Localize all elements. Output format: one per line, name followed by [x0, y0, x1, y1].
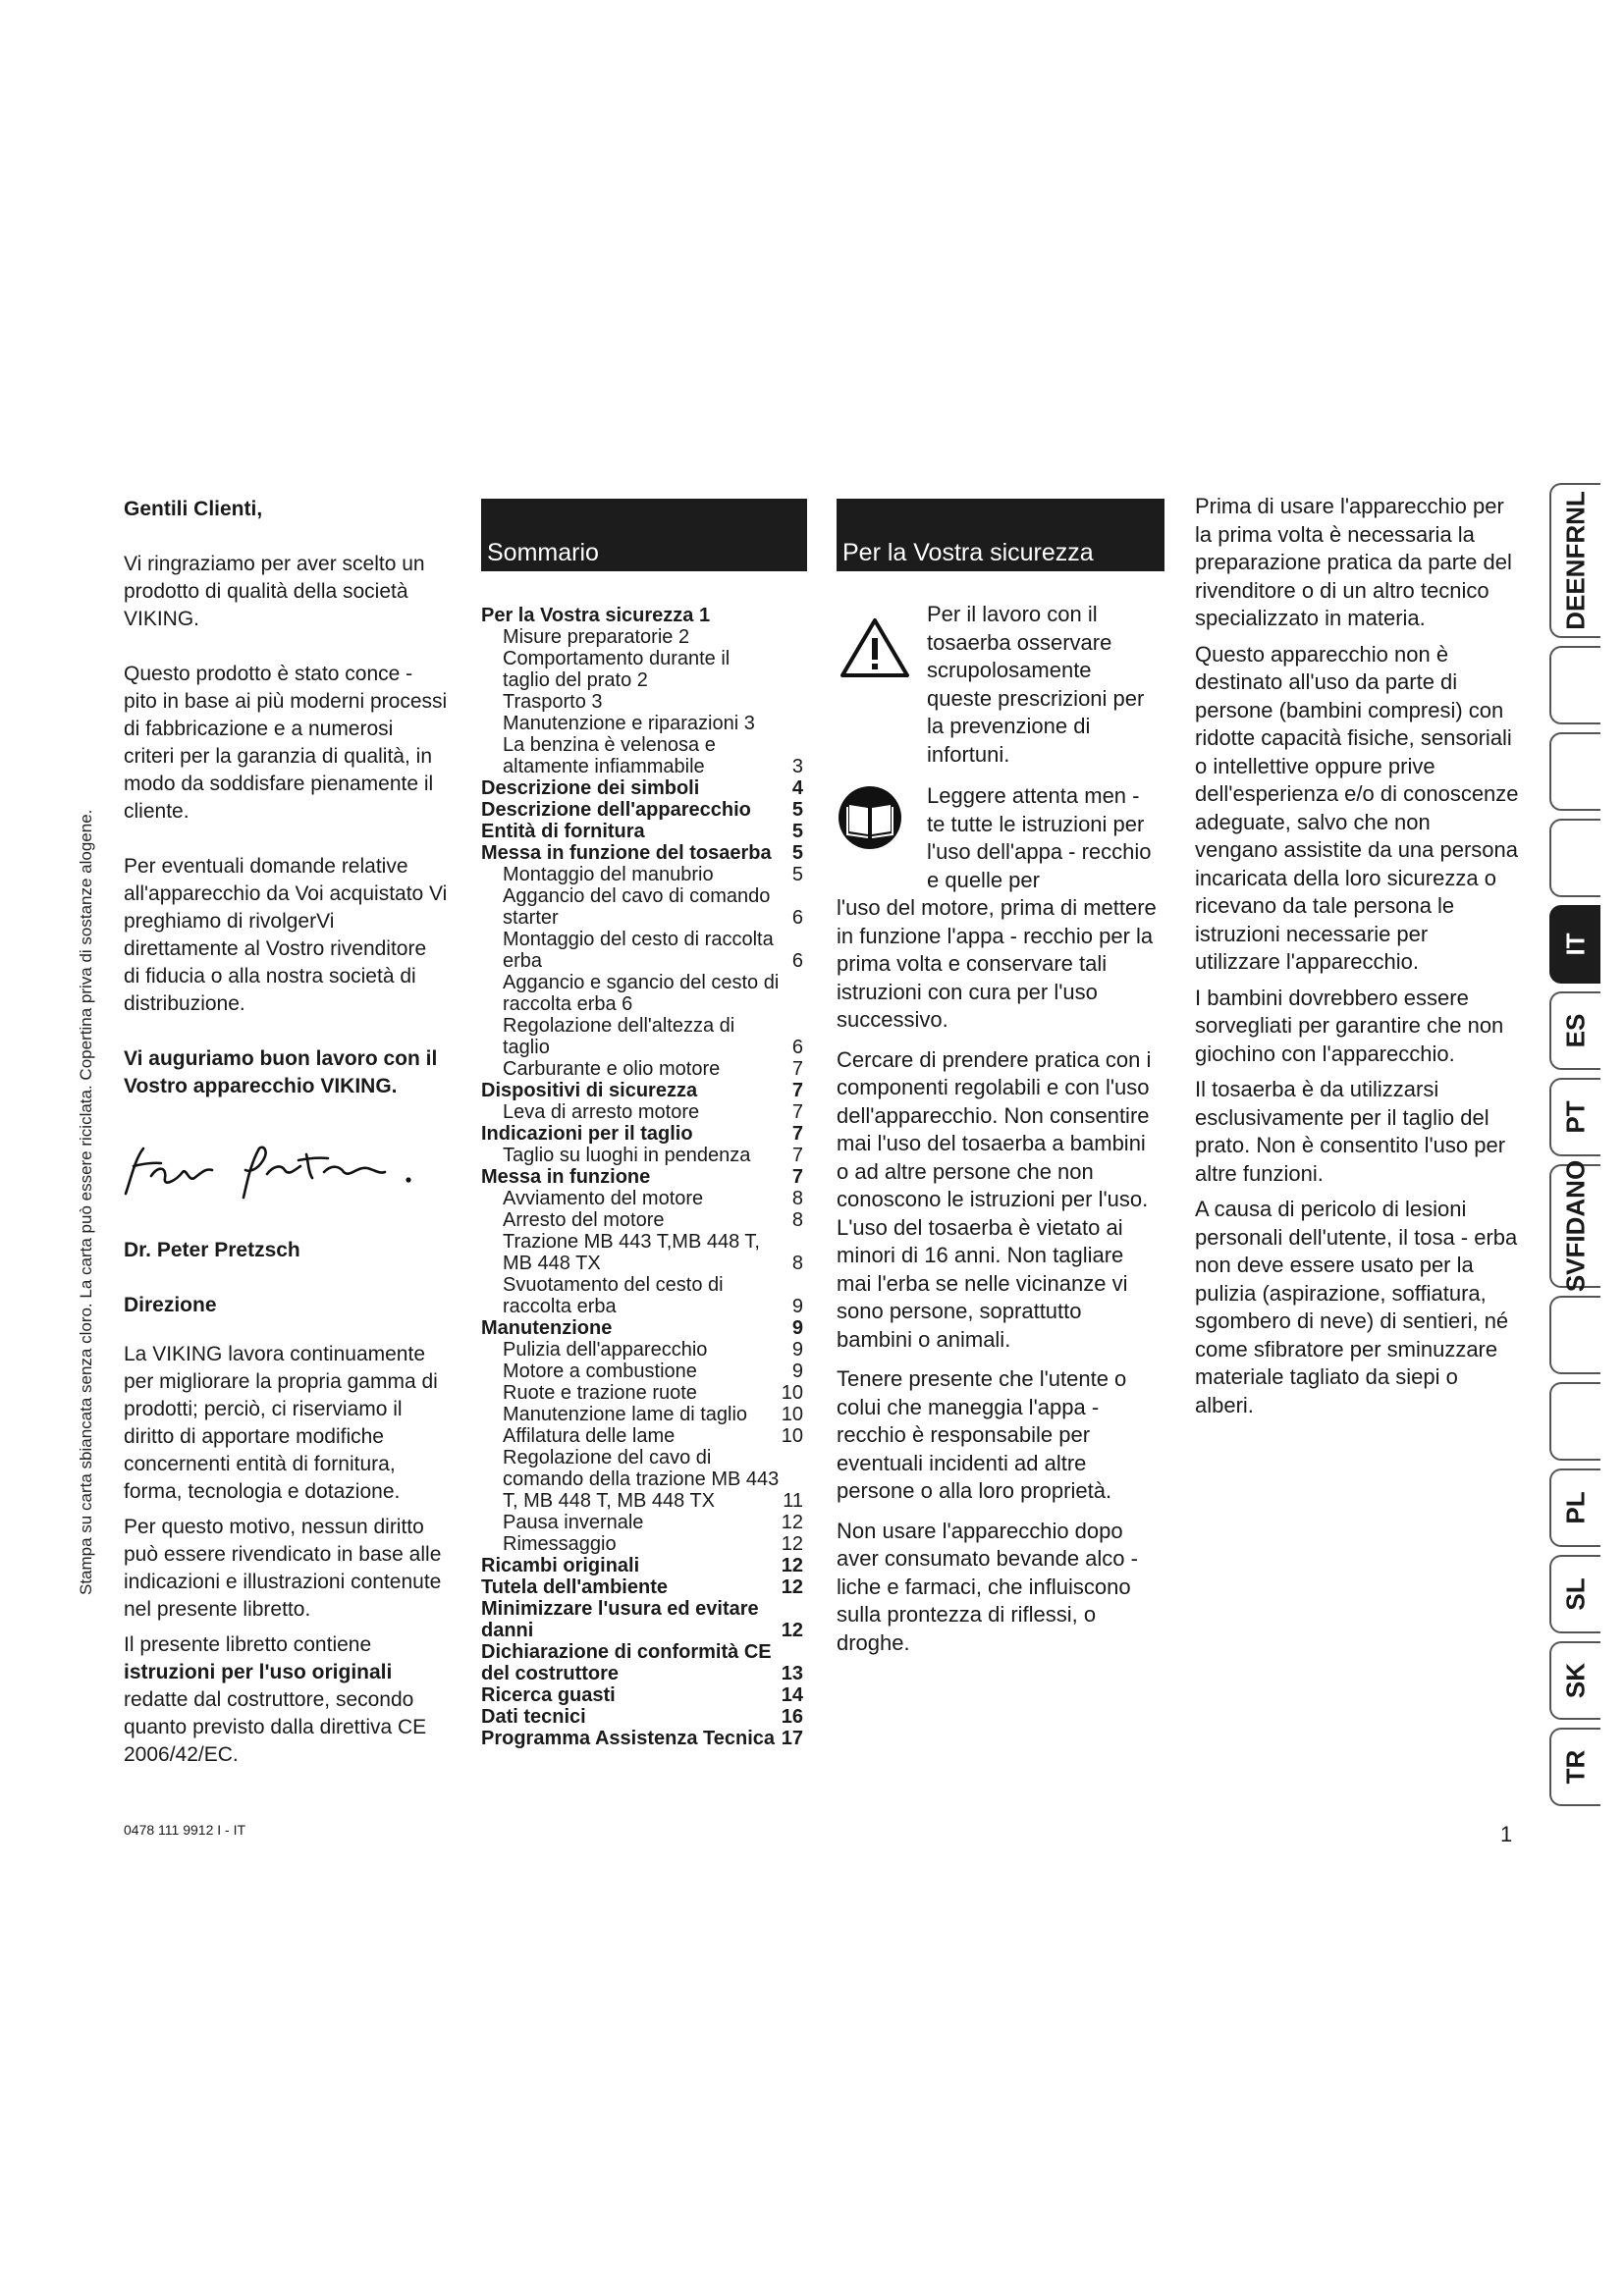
toc-entry[interactable] — [481, 1684, 803, 1706]
toc-entry-label: Indicazioni per il taglio — [481, 1123, 693, 1145]
toc-entry-page: 12 — [781, 1620, 803, 1641]
toc-entry-label: Ruote e trazione ruote — [503, 1382, 697, 1404]
toc-entry[interactable] — [481, 1728, 803, 1749]
toc-entry-label: Ricambi originali — [481, 1555, 640, 1576]
toc-entry-label: Messa in funzione del tosaerba — [481, 842, 772, 864]
toc-entry-page: 6 — [791, 1037, 803, 1058]
toc-entry-label: Misure preparatorie 2 — [503, 626, 690, 648]
toc-entry[interactable] — [481, 1123, 803, 1145]
toc-entry-page: 5 — [791, 821, 803, 842]
language-tab[interactable] — [1549, 1296, 1600, 1374]
toc-entry[interactable] — [481, 691, 803, 713]
toc-entry[interactable] — [481, 1317, 803, 1339]
toc-entry-label: Aggancio e sgancio del cesto di raccolta erba 6 — [503, 972, 780, 1015]
thanks-paragraph: Vi ringraziamo per aver scelto un prodotto di qualità della società VIKING. — [124, 553, 425, 630]
notice-claims: Per questo motivo, nessun diritto può essere rivendicato in base alle indicazioni e illustrazioni contenute nel presente libretto. — [124, 1516, 442, 1621]
toc-entry-label: Pulizia dell'apparecchio — [503, 1339, 708, 1361]
toc-entry-label: Dispositivi di sicurezza — [481, 1080, 698, 1101]
language-tab-label: DEENFRNL — [1560, 491, 1591, 630]
toc-entry[interactable] — [481, 1533, 803, 1555]
language-tab-label: TR — [1560, 1749, 1591, 1785]
language-tab-label: SVFIDANO — [1560, 1159, 1591, 1293]
toc-entry-label: Manutenzione — [481, 1317, 613, 1339]
toc-entry-page: 12 — [781, 1512, 803, 1533]
toc-entry[interactable] — [481, 842, 803, 864]
toc-entry-page: 16 — [781, 1706, 803, 1728]
toc-entry-label: Carburante e olio motore — [503, 1058, 721, 1080]
safety-heading: Per la Vostra sicurezza — [842, 539, 1094, 566]
toc-entry-label: Regolazione del cavo di comando della trazione MB 443 T, MB 448 T, MB 448 TX — [503, 1447, 780, 1512]
toc-entry[interactable] — [481, 1015, 803, 1058]
toc-entry[interactable] — [481, 713, 803, 734]
safety-column — [837, 601, 1161, 1657]
toc-entry[interactable] — [481, 1101, 803, 1123]
toc-entry-page: 7 — [791, 1101, 803, 1123]
toc-entry[interactable] — [481, 605, 803, 626]
language-tab[interactable] — [1549, 1728, 1600, 1806]
language-tab[interactable] — [1549, 1159, 1600, 1293]
language-tab-label: ES — [1560, 1013, 1591, 1048]
toc-entry-page: 3 — [791, 756, 803, 777]
toc-entry-label: Descrizione dell'apparecchio — [481, 799, 751, 821]
toc-entry-label: Entità di fornitura — [481, 821, 645, 842]
intro-column — [124, 496, 448, 1100]
toc-entry-page: 10 — [781, 1425, 803, 1447]
alcohol-paragraph: Non usare l'apparecchio dopo aver consumato bevande alco - liche e farmaci, che influiscono sulla prontezza di riflessi, o droghe. — [837, 1518, 1138, 1655]
toc-entry-page: 7 — [791, 1058, 803, 1080]
toc-entry[interactable] — [481, 1274, 803, 1317]
toc-entry[interactable] — [481, 1209, 803, 1231]
toc-entry[interactable] — [481, 864, 803, 885]
safety-warning-text: Per il lavoro con il tosaerba osservare scrupolosamente queste prescrizioni per la prevenzione di infortuni. — [927, 602, 1145, 767]
prohibited-use-paragraph: A causa di pericolo di lesioni personali dell'utente, il tosa - erba non deve essere usato per la pulizia (aspirazione, soffiatura, sgombero di neve) di sentieri, né come sfibratore per sminuzzare materiale tagliato da siepi o alberi. — [1195, 1197, 1518, 1417]
language-tab[interactable] — [1549, 905, 1600, 984]
toc-entry-label: Leva di arresto motore — [503, 1101, 700, 1123]
toc-entry-label: La benzina è velenosa e altamente infiammabile — [503, 734, 716, 777]
toc-entry-page: 9 — [791, 1361, 803, 1382]
language-tab[interactable] — [1549, 732, 1600, 811]
language-tab[interactable] — [1549, 1555, 1600, 1633]
toc-entry-label: Aggancio del cavo di comando starter — [503, 885, 771, 929]
toc-entry[interactable] — [481, 821, 803, 842]
toc-entry-label: Regolazione dell'altezza di taglio — [503, 1015, 735, 1058]
language-tab[interactable] — [1549, 1078, 1600, 1156]
toc-entry[interactable] — [481, 799, 803, 821]
toc-entry[interactable] — [481, 1361, 803, 1382]
greeting: Gentili Clienti, — [124, 498, 263, 520]
toc-entry-page: 7 — [791, 1166, 803, 1188]
toc-entry-page: 4 — [791, 777, 803, 799]
toc-entry-label: Trasporto 3 — [503, 691, 603, 713]
toc-entry[interactable] — [481, 1145, 803, 1166]
toc-entry-page: 8 — [791, 1253, 803, 1274]
toc-entry[interactable] — [481, 1188, 803, 1209]
signer-name: Dr. Peter Pretzsch — [124, 1239, 300, 1261]
safety-heading-band — [837, 499, 1164, 571]
language-tab[interactable] — [1549, 991, 1600, 1070]
toc-entry[interactable] — [481, 1641, 803, 1684]
toc-entry[interactable] — [481, 972, 803, 1015]
language-tab-label: SK — [1560, 1662, 1591, 1699]
toc-entry-page: 12 — [781, 1533, 803, 1555]
toc-entry-page: 5 — [791, 864, 803, 885]
toc-entry-page: 7 — [791, 1145, 803, 1166]
toc-entry-label: Messa in funzione — [481, 1166, 651, 1188]
toc-entry-label: Comportamento durante il taglio del prato 2 — [503, 648, 731, 691]
language-tab[interactable] — [1549, 1382, 1600, 1461]
toc-entry[interactable] — [481, 1706, 803, 1728]
toc-entry[interactable] — [481, 626, 803, 648]
language-tab-label: SL — [1560, 1577, 1591, 1611]
signature — [122, 1137, 446, 1207]
toc-entry-page: 12 — [781, 1576, 803, 1598]
toc-entry[interactable] — [481, 1339, 803, 1361]
toc-entry[interactable] — [481, 1382, 803, 1404]
toc-entry-label: Affilatura delle lame — [503, 1425, 676, 1447]
toc-entry-label: Taglio su luoghi in pendenza — [503, 1145, 751, 1166]
toc-entry-page: 7 — [791, 1080, 803, 1101]
toc-entry[interactable] — [481, 929, 803, 972]
signature-block — [124, 1237, 448, 1769]
toc-entry-page: 9 — [791, 1339, 803, 1361]
toc-entry[interactable] — [481, 1447, 803, 1512]
toc-entry-label: Montaggio del manubrio — [503, 864, 714, 885]
toc-entry[interactable] — [481, 1058, 803, 1080]
questions-paragraph: Per eventuali domande relative all'apparecchio da Voi acquistato Vi preghiamo di rivolgerVi direttamente al Vostro rivenditore di fiducia o alla nostra società di distribuzione. — [124, 855, 448, 1015]
toc-entry[interactable] — [481, 1231, 803, 1274]
toc-entry-page: 5 — [791, 842, 803, 864]
right-column — [1195, 493, 1519, 1419]
product-paragraph: Questo prodotto è stato conce - pito in base ai più moderni processi di fabbricazione e a numerosi criteri per la garanzia di qualità, in modo da soddisfare pienamente il cliente. — [124, 663, 448, 823]
toc-entry-page: 11 — [783, 1490, 803, 1512]
language-tab[interactable] — [1549, 1641, 1600, 1720]
language-tab[interactable] — [1549, 819, 1600, 897]
language-tab-label: PT — [1560, 1100, 1591, 1134]
toc-entry[interactable] — [481, 1555, 803, 1576]
toc-entry-label: Manutenzione e riparazioni 3 — [503, 713, 755, 734]
toc-entry-label: Montaggio del cesto di raccolta erba — [503, 929, 774, 972]
toc-entry-page: 13 — [781, 1663, 803, 1684]
toc-entry-page: 5 — [791, 799, 803, 821]
notice-original: Il presente libretto contiene istruzioni per l'uso originali redatte dal costruttore, secondo quanto previsto dalla direttiva CE 2006/42/EC. — [124, 1633, 427, 1766]
language-tab[interactable] — [1549, 646, 1600, 724]
toc-entry-page: 9 — [791, 1317, 803, 1339]
toc-entry-page: 8 — [791, 1188, 803, 1209]
responsibility-paragraph: Tenere presente che l'utente o colui che maneggia l'appa - recchio è responsabile per eventuali incidenti ad altre persone o alla loro proprietà. — [837, 1366, 1127, 1503]
toc-entry[interactable] — [481, 1425, 803, 1447]
toc-entry-page: 14 — [781, 1684, 803, 1706]
toc-entry[interactable] — [481, 885, 803, 929]
toc-entry-label: Avviamento del motore — [503, 1188, 704, 1209]
toc-entry-label: Motore a combustione — [503, 1361, 697, 1382]
toc-entry-label: Tutela dell'ambiente — [481, 1576, 668, 1598]
toc-entry[interactable] — [481, 1166, 803, 1188]
training-paragraph: Prima di usare l'apparecchio per la prima volta è necessaria la preparazione pratica da parte del rivenditore o di un altro tecnico specializzato in materia. — [1195, 494, 1512, 630]
table-of-contents — [481, 605, 803, 1749]
document-code: 0478 111 9912 I - IT — [124, 1822, 246, 1838]
language-tab[interactable] — [1549, 1468, 1600, 1547]
recycling-note: Stampa su carta sbiancata senza cloro. La carta può essere riciclata. Copertina priva di sostanze alogene. — [77, 809, 95, 1595]
toc-entry-label: Descrizione dei simboli — [481, 777, 700, 799]
toc-heading: Sommario — [487, 539, 599, 566]
notice-changes: La VIKING lavora continuamente per migliorare la propria gamma di prodotti; perciò, ci riserviamo il diritto di apportare modifiche concernenti entità di fornitura, forma, tecnologia e dotazione. — [124, 1343, 438, 1503]
toc-entry-label: Pausa invernale — [503, 1512, 644, 1533]
toc-entry-page: 10 — [781, 1404, 803, 1425]
wishes: Vi auguriamo buon lavoro con il Vostro apparecchio VIKING. — [124, 1047, 438, 1097]
toc-entry-page: 6 — [791, 950, 803, 972]
toc-entry-page: 8 — [791, 1209, 803, 1231]
toc-entry[interactable] — [481, 1598, 803, 1641]
toc-entry-label: Ricerca guasti — [481, 1684, 616, 1706]
toc-entry-label: Dati tecnici — [481, 1706, 586, 1728]
children-paragraph: I bambini dovrebbero essere sorvegliati per garantire che non giochino con l'apparecchio. — [1195, 985, 1504, 1066]
toc-entry[interactable] — [481, 777, 803, 799]
toc-entry-page: 7 — [791, 1123, 803, 1145]
toc-entry-page: 10 — [781, 1382, 803, 1404]
practice-paragraph: Cercare di prendere pratica con i componenti regolabili e con l'uso dell'apparecchio. Non consentire mai l'uso del tosaerba a bambini o ad altre persone che non conoscono le istruzioni per l'uso. L'uso del tosaerba è vietato ai minori di 16 anni. Non tagliare mai l'erba se nelle vicinanze vi sono persone, soprattutto bambini o animali. — [837, 1046, 1152, 1352]
toc-entry-label: Per la Vostra sicurezza 1 — [481, 605, 711, 626]
toc-entry-label: Rimessaggio — [503, 1533, 617, 1555]
toc-entry-label: Manutenzione lame di taglio — [503, 1404, 748, 1425]
toc-entry[interactable] — [481, 1512, 803, 1533]
toc-entry-label: Minimizzare l'usura ed evitare danni — [481, 1598, 759, 1641]
toc-entry-page: 17 — [781, 1728, 803, 1749]
read-manual-text: Leggere attenta men - te tutte le istruzioni per l'uso dell'appa - recchio e quelle per — [927, 783, 1152, 892]
toc-entry[interactable] — [481, 648, 803, 691]
language-tab-label: PL — [1560, 1491, 1591, 1524]
language-tabs — [1549, 483, 1600, 1785]
toc-heading-band — [481, 499, 807, 571]
toc-entry-label: Dichiarazione di conformità CE del costruttore — [481, 1641, 772, 1684]
toc-entry-label: Trazione MB 443 T,MB 448 T, MB 448 TX — [503, 1231, 760, 1274]
language-tab[interactable] — [1549, 483, 1600, 638]
restricted-persons-paragraph: Questo apparecchio non è destinato all'uso da parte di persone (bambini compresi) con ridotte capacità fisiche, sensoriali o intellettive oppure prive dell'esperienza e/o di conoscenze adeguate, salvo che non vengano assistite da una persona incaricata della loro sicurezza o ricevano da tale persona le istruzioni necessarie per utilizzare l'apparecchio. — [1195, 641, 1519, 974]
toc-entry[interactable] — [481, 1080, 803, 1101]
toc-entry-page: 9 — [791, 1296, 803, 1317]
toc-entry-page: 12 — [781, 1555, 803, 1576]
toc-entry[interactable] — [481, 734, 803, 777]
toc-entry-page: 6 — [791, 907, 803, 929]
toc-entry-label: Arresto del motore — [503, 1209, 665, 1231]
read-manual-text-rest: l'uso del motore, prima di mettere in funzione l'appa - recchio per la prima volta e conservare tali istruzioni con cura per l'uso successivo. — [837, 895, 1157, 1032]
intended-use-paragraph: Il tosaerba è da utilizzarsi esclusivamente per il taglio del prato. Non è consentito l'uso per altre funzioni. — [1195, 1077, 1506, 1186]
toc-entry[interactable] — [481, 1404, 803, 1425]
language-tab-label: IT — [1560, 933, 1591, 956]
toc-entry[interactable] — [481, 1576, 803, 1598]
toc-entry-label: Programma Assistenza Tecnica — [481, 1728, 776, 1749]
page-number: 1 — [1500, 1822, 1513, 1846]
signer-role: Direzione — [124, 1294, 217, 1316]
toc-entry-label: Svuotamento del cesto di raccolta erba — [503, 1274, 724, 1317]
